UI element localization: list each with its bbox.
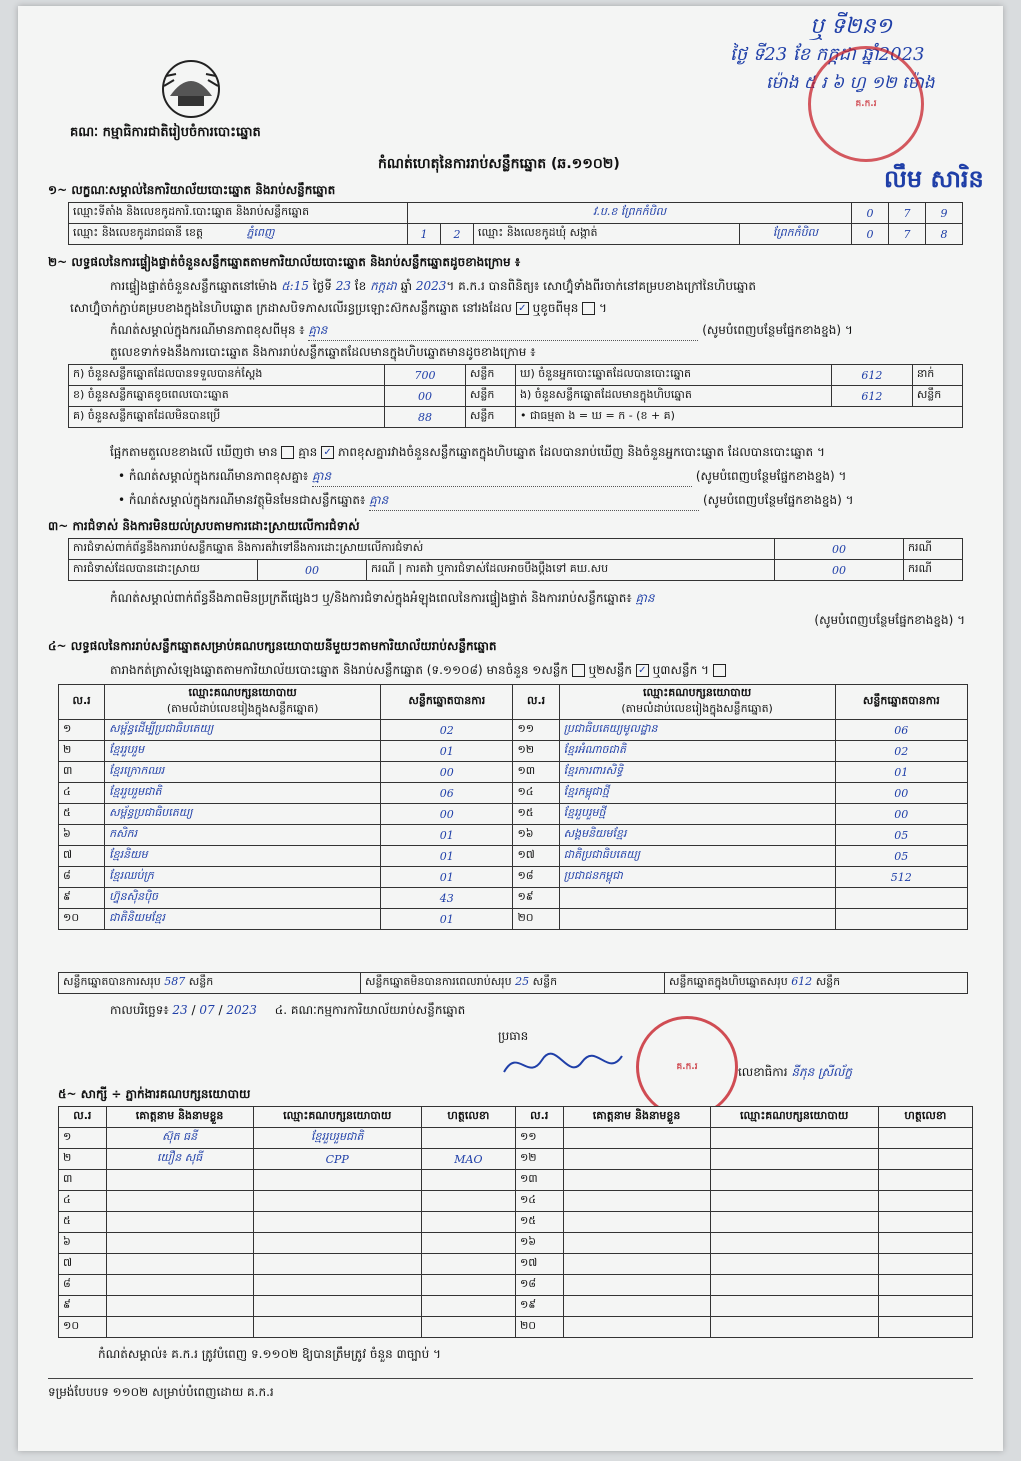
appeal-count: 00 <box>775 560 904 581</box>
discrepancy-line: ផ្អែកតាមតួលេខខាងលើ ឃើញថា មាន គ្មាន ✓ ភាពខុសគ្នារវាងចំនួនសន្លឹកឆ្នោតក្នុងហិបឆ្នោត ដែលបានរាប់ឃើញ និងចំនួនអ្នកបោះឆ្នោត ដែលបានបោះឆ្នោត ។ <box>110 445 825 459</box>
witness-row <box>59 1275 973 1296</box>
commune-code-2: 7 <box>889 224 926 245</box>
witness-party <box>253 1296 421 1317</box>
bullet2-value: គ្មាន <box>369 492 699 511</box>
results-table: ល.រ ឈ្មោះគណបក្សនយោបាយ (តាមលំដាប់លេខរៀងក្នុងសន្លឹកឆ្នោត) សន្លឹកឆ្នោតបានការ ល.រ ឈ្មោះគណបក្សនយោបាយ (តាមលំដាប់លេខរៀងក្នុងសន្លឹកឆ្នោត) សន្លឹកឆ្នោតបានការ ១ សម្ព័ន្ធដើម្បីប្រជាធិបតេយ្យ 02 ១១ ប្រជាធិបតេយ្យមូលដ្ឋាន 06 ២ ខ្មែររួបរួម 01 ១២ ខ្មែរអំណាចជាតិ 02 ៣ ខ្មែរក្រោកឈរ 00 ១៣ ខ្មែរការពារសិទ្ធិ 01 ៤ ខ្មែររួបរួមជាតិ 06 ១៤ ខ្មែរកម្ពុជាថ្មី 00 ៥ សម្ព័ន្ធប្រជាធិបតេយ្យ 00 ១៥ ខ្មែររួបរួមថ្មី 00 ៦ កសិករ 01 ១៦ សង្គមនិយមខ្មែរ 05 ៧ ខ្មែរនិយម 01 ១៧ ជាតិប្រជាធិបតេយ្យ 05 ៨ ខ្មែរឈប់ក្រ 01 ១៨ ប្រជាជនកម្ពុជា 512 ៩ ហ្វ៊ុនស៊ិនប៉ិច 43 ១៩ ១០ ជាតិនិយមខ្មែរ 01 ២០ <box>58 684 968 930</box>
party-number: ១៨ <box>513 867 559 888</box>
section1-title: ១~ លក្ខណៈសម្គាល់នៃការិយាល័យបោះឆ្នោត និងរាប់សន្លឹកឆ្នោត <box>48 183 336 197</box>
party-votes: 02 <box>835 741 967 762</box>
footer-form-ref: ទម្រង់បែបបទ ១១០២ សម្រាប់បំពេញដោយ គ.ក.រ <box>48 1385 274 1399</box>
party-votes: 01 <box>835 762 967 783</box>
intact-checkbox[interactable]: ✓ <box>516 302 529 315</box>
party-votes: 512 <box>835 867 967 888</box>
result-row <box>59 909 968 930</box>
witness-signature <box>421 1191 515 1212</box>
unused-ballots: 88 <box>385 407 466 428</box>
party-number: ៧ <box>59 846 105 867</box>
section3-title: ៣~ ការជំទាស់ និងការមិនយល់ស្របតាមការដោះស្រាយលើការជំទាស់ <box>48 519 360 533</box>
party-number: ១២ <box>513 741 559 762</box>
tally-sheet-line: តារាងកត់ត្រាសំឡេងឆ្នោតតាមការិយាល័យបោះឆ្នោត និងរាប់សន្លឹកឆ្នោត (ទ.១១០៨) មានចំនួន ១សន្លឹក ឬ២សន្លឹក ✓ ឬ៣សន្លឹក ។ <box>110 662 726 680</box>
chief-name: លឹម សារិន <box>884 164 984 193</box>
chair-label: ប្រធាន <box>498 1029 529 1043</box>
witness-name <box>563 1149 710 1170</box>
party-votes: 01 <box>381 825 513 846</box>
witness-party <box>253 1212 421 1233</box>
witness-name <box>106 1317 253 1338</box>
figures-row: ខ) ចំនួនសន្លឹកឆ្នោតខូចពេលបោះឆ្នោត 00 សន្លឹក ង) ចំនួនសន្លឹកឆ្នោតដែលមានក្នុងហិបឆ្នោត 612 សន្លឹក <box>69 386 963 407</box>
party-number: ៩ <box>59 888 105 909</box>
witness-party <box>710 1149 878 1170</box>
witness-name <box>563 1212 710 1233</box>
witness-signature <box>878 1191 972 1212</box>
witness-party <box>710 1191 878 1212</box>
section1-table <box>68 202 963 245</box>
witness-party <box>710 1296 878 1317</box>
witness-name <box>563 1317 710 1338</box>
party-name: ប្រជាជនកម្ពុជា <box>559 867 835 888</box>
ballot-figures-table <box>68 364 963 428</box>
party-number: ១៣ <box>513 762 559 783</box>
witness-row <box>59 1254 973 1275</box>
witness-row <box>59 1128 973 1149</box>
witness-signature <box>878 1317 972 1338</box>
witness-signature <box>421 1296 515 1317</box>
totals-table: សន្លឹកឆ្នោតបានការសរុប 587 សន្លឹក សន្លឹកឆ្នោតមិនបានការពេលរាប់សរុប 25 សន្លឹក សន្លឹកឆ្នោតក្នុងហិបឆ្នោតសរុប 612 សន្លឹក <box>58 972 968 994</box>
ballots-in-box: 612 <box>832 386 913 407</box>
witness-party <box>710 1170 878 1191</box>
witness-party <box>253 1275 421 1296</box>
voters-count: 612 <box>832 365 913 386</box>
figures-intro: តួលេខទាក់ទងនឹងការបោះឆ្នោត និងការរាប់សន្លឹកឆ្នោតដែលមានក្នុងហិបឆ្នោតមានដូចខាងក្រោម ៖ <box>110 345 536 359</box>
province-code-1: 1 <box>408 224 441 245</box>
party-name: ខ្មែរនិយម <box>105 846 381 867</box>
witness-name <box>106 1191 253 1212</box>
one-sheet-checkbox[interactable] <box>572 664 585 677</box>
year-value: 2023 <box>415 279 447 293</box>
committee-name: គណៈ កម្មាធិការជាតិរៀបចំការបោះឆ្នោត <box>70 125 261 140</box>
party-name: សម្ព័ន្ធប្រជាធិបតេយ្យ <box>105 804 381 825</box>
commune-name: ព្រែកកំបិល <box>739 224 851 245</box>
witness-name <box>563 1233 710 1254</box>
party-name: ខ្មែរក្រោកឈរ <box>105 762 381 783</box>
witness-number: ៥ <box>59 1212 107 1233</box>
witness-party <box>710 1212 878 1233</box>
province-code-2: 2 <box>441 224 474 245</box>
witness-party <box>710 1275 878 1296</box>
party-number: ១០ <box>59 909 105 930</box>
witness-party <box>253 1191 421 1212</box>
party-name: ជាតិប្រជាធិបតេយ្យ <box>559 846 835 867</box>
handwritten-line-2: ថ្ងៃ ទី23 ខែ កក្កដា ឆ្នាំ2023 <box>730 44 925 65</box>
form-title: កំណត់ហេតុនៃការរាប់សន្លឹកឆ្នោត (ឆ.១១០២) <box>378 156 620 172</box>
party-votes: 01 <box>381 846 513 867</box>
party-number: ១៩ <box>513 888 559 909</box>
witness-party: CPP <box>253 1149 421 1170</box>
official-stamp-top: គ.ក.រ <box>808 46 924 162</box>
irregularity-note-line: កំណត់សម្គាល់ពាក់ព័ន្ធនឹងភាពមិនប្រក្រតីផ្សេងៗ ឬ/និងការជំទាស់ក្នុងអំឡុងពេលនៃការផ្ទៀងផ្ទាត់ និងការរាប់សន្លឹកឆ្នោត៖ គ្មាន <box>110 591 655 605</box>
total-invalid: 25 <box>515 975 530 988</box>
party-number: ២០ <box>513 909 559 930</box>
day-value: 23 <box>335 279 351 293</box>
section2-title: ២~ លទ្ធផលនៃការផ្ទៀងផ្ទាត់ចំនួនសន្លឹកឆ្នោតតាមការិយាល័យបោះឆ្នោត និងរាប់សន្លឹកឆ្នោតដូចខាងក្រោម ៖ <box>48 255 521 269</box>
witness-name <box>563 1275 710 1296</box>
party-name: កសិករ <box>105 825 381 846</box>
witness-number: ២ <box>59 1149 107 1170</box>
witness-name: យឿន សុធី <box>106 1149 253 1170</box>
party-number: ៦ <box>59 825 105 846</box>
party-name: ហ្វ៊ុនស៊ិនប៉ិច <box>105 888 381 909</box>
handwritten-line-3: ម៉ោង ៥ រ ៦ ហ្វ ១២ ម៉ោង <box>766 73 935 93</box>
witness-signature <box>878 1149 972 1170</box>
witness-number: ១១ <box>515 1128 563 1149</box>
party-number: ៤ <box>59 783 105 804</box>
witness-number: ៣ <box>59 1170 107 1191</box>
province-name: ភ្នំពេញ <box>246 226 275 239</box>
witness-number: ១៤ <box>515 1191 563 1212</box>
witness-signature <box>421 1317 515 1338</box>
province-label: ឈ្មោះ និងលេខកូដរាជធានី ខេត្ត ភ្នំពេញ <box>69 224 408 245</box>
witness-signature <box>878 1212 972 1233</box>
chair-signature-icon <box>498 1042 628 1088</box>
party-votes: 06 <box>381 783 513 804</box>
witness-number: ១៣ <box>515 1170 563 1191</box>
spoiled-ballots: 00 <box>385 386 466 407</box>
witness-party <box>710 1233 878 1254</box>
witness-name <box>106 1275 253 1296</box>
party-number: ១៧ <box>513 846 559 867</box>
verification-line: ការផ្ទៀងផ្ទាត់ចំនួនសន្លឹកឆ្នោតនៅម៉ោង ៥:15 ថ្ងៃទី 23 ខែ កក្កដា ឆ្នាំ 2023។ គ.ក.រ បានពិនិត្យ៖ សោហ្វ៊ុំទាំងពីរចាក់នៅគម្របខាងក្រៅនៃហិបឆ្នោត <box>110 279 756 293</box>
result-row <box>59 720 968 741</box>
witness-number: ១៥ <box>515 1212 563 1233</box>
witness-signature <box>421 1128 515 1149</box>
party-votes: 00 <box>381 762 513 783</box>
result-row <box>59 867 968 888</box>
official-stamp-bottom: គ.ក.រ <box>636 1016 738 1118</box>
nec-logo-icon <box>156 56 226 122</box>
party-votes: 01 <box>381 867 513 888</box>
witness-party <box>253 1317 421 1338</box>
witness-signature <box>878 1233 972 1254</box>
witness-signature <box>421 1254 515 1275</box>
party-votes: 01 <box>381 741 513 762</box>
witness-number: ១៦ <box>515 1233 563 1254</box>
witness-row <box>59 1191 973 1212</box>
witness-party <box>253 1254 421 1275</box>
witness-name <box>563 1254 710 1275</box>
witness-name <box>563 1170 710 1191</box>
witness-signature <box>421 1275 515 1296</box>
witness-table: ល.រ គោត្តនាម និងនាមខ្លួន ឈ្មោះគណបក្សនយោបាយ ហត្ថលេខា ល.រ គោត្តនាម និងនាមខ្លួន ឈ្មោះគណបក្សនយោបាយ ហត្ថលេខា ១ ស៊ុត ធនី ខ្មែររួបរួមជាតិ ១១ ២ យឿន សុធី CPP MAO ១២ ៣ ១៣ ៤ ១៤ ៥ ១៥ ៦ ១៦ ៧ ១៧ ៨ ១៨ ៩ ១៩ ១០ ២០ <box>58 1106 973 1338</box>
two-sheets-checkbox[interactable]: ✓ <box>636 664 649 677</box>
result-row <box>59 804 968 825</box>
witness-name <box>106 1296 253 1317</box>
witness-signature <box>421 1233 515 1254</box>
footer-note: កំណត់សម្គាល់៖ គ.ក.រ ត្រូវបំពេញ ទ.១១០២ ឱ្យបានត្រឹមត្រូវ ចំនួន ៣ច្បាប់ ។ <box>98 1347 441 1361</box>
witness-row <box>59 1296 973 1317</box>
secretary-line: លេខាធិការ នីភុន ស្រីល័ក្ខ <box>738 1065 853 1079</box>
party-votes: 00 <box>381 804 513 825</box>
witness-row <box>59 1212 973 1233</box>
witness-name <box>563 1191 710 1212</box>
witness-signature <box>878 1170 972 1191</box>
result-row <box>59 888 968 909</box>
witness-number: ៩ <box>59 1296 107 1317</box>
witness-name <box>106 1212 253 1233</box>
party-number: ៥ <box>59 804 105 825</box>
witness-party <box>253 1170 421 1191</box>
witness-party: ខ្មែររួបរួមជាតិ <box>253 1128 421 1149</box>
bullet2-line: • កំណត់សម្គាល់ក្នុងករណីមានវត្ថុមិនមែនជាសន្លឹកឆ្នោត៖ គ្មាន (សូមបំពេញបន្ថែមផ្នែកខាងខ្នង) ។ <box>118 492 854 511</box>
date-month: 07 <box>199 1003 215 1017</box>
witness-number: ១២ <box>515 1149 563 1170</box>
result-row <box>59 741 968 762</box>
party-name: ខ្មែររួបរួមថ្មី <box>559 804 835 825</box>
party-name: ខ្មែរឈប់ក្រ <box>105 867 381 888</box>
party-name: ខ្មែររួបរួម <box>105 741 381 762</box>
witness-number: ៨ <box>59 1275 107 1296</box>
party-name: សម្ព័ន្ធដើម្បីប្រជាធិបតេយ្យ <box>105 720 381 741</box>
received-ballots: 700 <box>385 365 466 386</box>
party-number: ១ <box>59 720 105 741</box>
party-number: ៣ <box>59 762 105 783</box>
witness-name <box>106 1233 253 1254</box>
party-votes: 05 <box>835 825 967 846</box>
station-code-2: 7 <box>889 203 926 224</box>
witness-signature <box>878 1296 972 1317</box>
result-row <box>59 825 968 846</box>
irregularity-note-value: គ្មាន <box>635 591 655 605</box>
difference-note-value: គ្មាន <box>308 322 698 341</box>
witness-name <box>563 1296 710 1317</box>
bullet1-line: • កំណត់សម្គាល់ក្នុងករណីមានភាពខុសគ្នា៖ គ្មាន (សូមបំពេញបន្ថែមផ្នែកខាងខ្នង) ។ <box>118 468 846 487</box>
witness-number: ១៧ <box>515 1254 563 1275</box>
total-valid: 587 <box>164 975 186 988</box>
party-name: ខ្មែរអំណាចជាតិ <box>559 741 835 762</box>
party-name: ខ្មែររួបរួមជាតិ <box>105 783 381 804</box>
party-name <box>559 888 835 909</box>
objections-count: 00 <box>775 539 904 560</box>
party-number: ២ <box>59 741 105 762</box>
witness-number: ៧ <box>59 1254 107 1275</box>
date-year: 2023 <box>226 1003 257 1017</box>
party-name: ប្រជាធិបតេយ្យមូលដ្ឋាន <box>559 720 835 741</box>
witness-row <box>59 1170 973 1191</box>
witness-number: ៦ <box>59 1233 107 1254</box>
section4-title: ៤~ លទ្ធផលនៃការរាប់សន្លឹកឆ្នោតសម្រាប់គណបក្សនយោបាយនីមួយៗតាមការិយាល័យរាប់សន្លឹកឆ្នោត <box>48 639 497 653</box>
party-name: ខ្មែរការពារសិទ្ធិ <box>559 762 835 783</box>
party-name: ជាតិនិយមខ្មែរ <box>105 909 381 930</box>
form-sheet <box>18 6 1003 1451</box>
witness-party <box>710 1128 878 1149</box>
station-code-3: 9 <box>926 203 963 224</box>
witness-signature <box>421 1212 515 1233</box>
figures-row: គ) ចំនួនសន្លឹកឆ្នោតដែលមិនបានប្រើ 88 សន្លឹក • ជាធម្មតា ង = ឃ = ក - (ខ + គ) <box>69 407 963 428</box>
figures-row: ក) ចំនួនសន្លឹកឆ្នោតដែលបានទទួលបានក់ស្តែង 700 សន្លឹក ឃ) ចំនួនអ្នកបោះឆ្នោតដែលបានបោះឆ្នោត 612 នាក់ <box>69 365 963 386</box>
witness-name <box>563 1128 710 1149</box>
bullet1-value: គ្មាន <box>312 468 692 487</box>
party-name: សង្គមនិយមខ្មែរ <box>559 825 835 846</box>
witness-signature <box>878 1275 972 1296</box>
party-votes: 05 <box>835 846 967 867</box>
date-day: 23 <box>172 1003 188 1017</box>
station-name: វ.ប.ខ ព្រែកកំបិល <box>408 203 852 224</box>
time-value: ៥:15 <box>281 279 309 293</box>
witness-name <box>106 1170 253 1191</box>
witness-party <box>253 1233 421 1254</box>
three-sheets-checkbox[interactable] <box>713 664 726 677</box>
difference-note-line: កំណត់សម្គាល់ក្នុងករណីមានភាពខុសពីមុន ៖ គ្មាន (សូមបំពេញបន្ថែមផ្នែកខាងខ្នង) ។ <box>110 322 853 341</box>
witness-number: ១០ <box>59 1317 107 1338</box>
witness-party <box>710 1317 878 1338</box>
witness-name <box>106 1254 253 1275</box>
result-row <box>59 762 968 783</box>
footer-divider <box>48 1378 973 1379</box>
result-row <box>59 846 968 867</box>
handwritten-line-1: ឬ ទី២ន១ <box>810 14 893 39</box>
witness-signature <box>878 1128 972 1149</box>
objections-table: ការជំទាស់ពាក់ព័ន្ធនឹងការរាប់សន្លឹកឆ្នោត និងការតវ៉ាទៅនឹងការដោះស្រាយលើការជំទាស់ 00 ករណី ការជំទាស់ដែលបានដោះស្រាយ 00 ករណី | ការតវ៉ា ឬការជំទាស់ដែលអាចបឹងប្ដឹងទៅ គឃ.សប 00 ករណី <box>68 538 963 581</box>
witness-number: ១៨ <box>515 1275 563 1296</box>
witness-signature <box>878 1254 972 1275</box>
party-number: ១១ <box>513 720 559 741</box>
witness-number: ១៩ <box>515 1296 563 1317</box>
station-label: ឈ្មោះទីតាំង និងលេខកូដការិ.បោះឆ្នោត និងរាប់សន្លឹកឆ្នោត <box>69 203 408 224</box>
party-votes: 00 <box>835 783 967 804</box>
commune-code-3: 8 <box>926 224 963 245</box>
party-votes: 00 <box>835 804 967 825</box>
party-number: ១៥ <box>513 804 559 825</box>
party-number: ១៦ <box>513 825 559 846</box>
result-row <box>59 783 968 804</box>
party-votes: 02 <box>381 720 513 741</box>
witness-row <box>59 1149 973 1170</box>
party-name: ខ្មែរកម្ពុជាថ្មី <box>559 783 835 804</box>
witness-row <box>59 1233 973 1254</box>
date-line: កាលបរិច្ឆេទ៖ 23 / 07 / 2023 ៤. គណៈកម្មការការិយាល័យរាប់សន្លឹកឆ្នោត <box>110 1003 466 1017</box>
commune-code-1: 0 <box>852 224 889 245</box>
party-votes: 01 <box>381 909 513 930</box>
party-votes: 06 <box>835 720 967 741</box>
party-votes: 43 <box>381 888 513 909</box>
has-discrepancy-checkbox[interactable] <box>281 446 294 459</box>
irregularity-hint: (សូមបំពេញបន្ថែមផ្នែកខាងខ្នង) ។ <box>814 613 965 627</box>
witness-signature: MAO <box>421 1149 515 1170</box>
witness-row <box>59 1317 973 1338</box>
resolved-count: 00 <box>258 560 367 581</box>
month-value: កក្កដា <box>370 279 397 293</box>
damaged-checkbox[interactable] <box>582 302 595 315</box>
section5-title: ៥~ សាក្សី ÷ ភ្នាក់ងារគណបក្សនយោបាយ <box>58 1087 251 1101</box>
party-name <box>559 909 835 930</box>
no-discrepancy-checkbox[interactable]: ✓ <box>321 446 334 459</box>
witness-name: ស៊ុត ធនី <box>106 1128 253 1149</box>
party-votes <box>835 888 967 909</box>
party-number: ៨ <box>59 867 105 888</box>
commune-label: ឈ្មោះ និងលេខកូដឃុំ សង្កាត់ <box>474 224 740 245</box>
witness-party <box>710 1254 878 1275</box>
secretary-name: នីភុន ស្រីល័ក្ខ <box>791 1065 853 1079</box>
station-code-1: 0 <box>852 203 889 224</box>
party-number: ១៤ <box>513 783 559 804</box>
witness-number: ៤ <box>59 1191 107 1212</box>
witness-number: ២០ <box>515 1317 563 1338</box>
witness-number: ១ <box>59 1128 107 1149</box>
total-in-box: 612 <box>791 975 813 988</box>
seal-line: សោហ្វ៊ុំចាក់ភ្ជាប់គម្របខាងក្នុងនៃហិបឆ្នោត ក្រដាសបិទភាសលើរន្ធប្រឡោះស៊កសន្លឹកឆ្នោត នៅរងដែល ✓ ឬខូចពីមុន ។ <box>70 301 607 315</box>
party-votes <box>835 909 967 930</box>
witness-signature <box>421 1170 515 1191</box>
